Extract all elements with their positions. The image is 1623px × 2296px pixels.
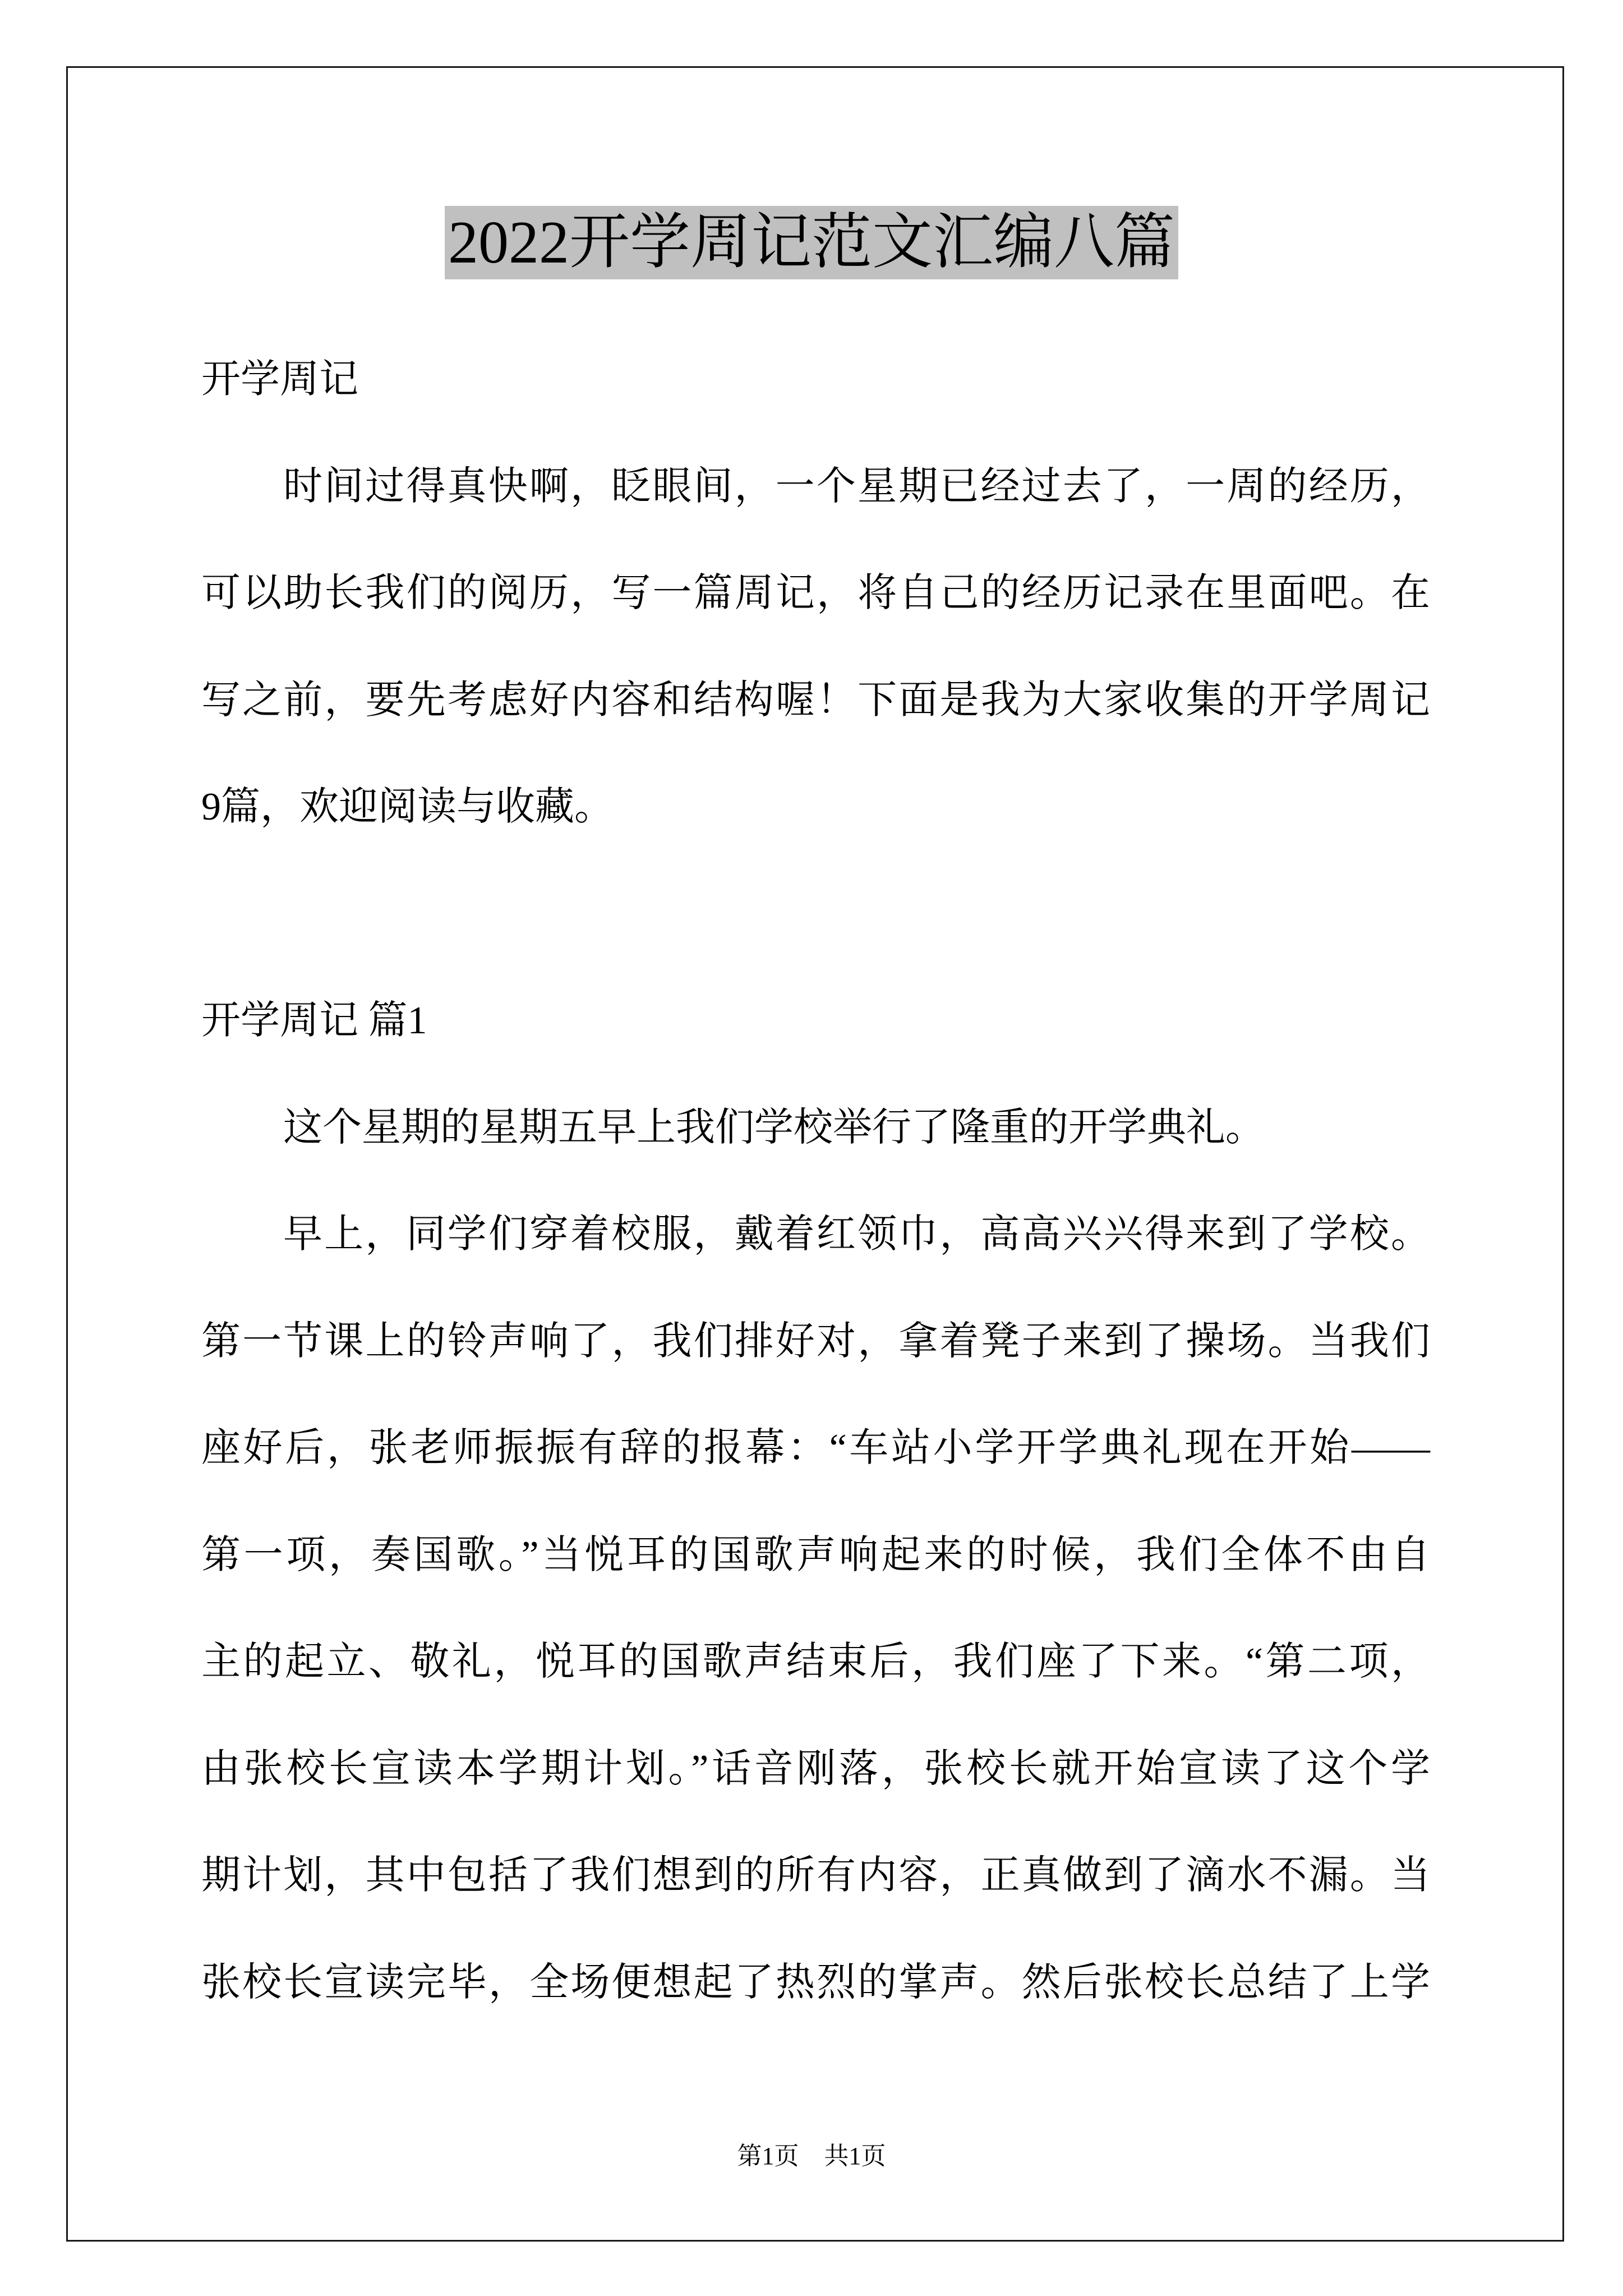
paragraph-line: 写之前，要先考虑好内容和结构喔！下面是我为大家收集的开学周记 (201, 678, 1430, 722)
paragraph (201, 434, 1430, 861)
document-title: 2022开学周记范文汇编八篇 (445, 206, 1178, 279)
paragraph-line: 张校长宣读完毕，全场便想起了热烈的掌声。然后张校长总结了上学 (201, 1961, 1430, 2004)
paragraph-line: 9篇，欢迎阅读与收藏。 (201, 785, 614, 829)
paragraph-line: 座好后，张老师振振有辞的报幕：“车站小学开学典礼现在开始—— (201, 1427, 1430, 1470)
paragraph-line: 主的起立、敬礼，悦耳的国歌声结束后，我们座了下来。“第二项， (201, 1640, 1430, 1683)
paragraph-line: 期计划，其中包括了我们想到的所有内容，正真做到了滴水不漏。当 (201, 1854, 1430, 1897)
paragraph-line: 早上，同学们穿着校服，戴着红领巾，高高兴兴得来到了学校。 (283, 1213, 1430, 1256)
paragraph (201, 1075, 1430, 1182)
paragraph-line: 第一项，奏国歌。”当悦耳的国歌声响起来的时候，我们全体不由自 (201, 1533, 1430, 1577)
paragraph-line: 由张校长宣读本学期计划。”话音刚落，张校长就开始宣读了这个学 (201, 1747, 1430, 1791)
paragraph-line: 可以助长我们的阅历，写一篇周记，将自己的经历记录在里面吧。在 (201, 572, 1430, 615)
section-heading: 开学周记 篇1 (201, 999, 427, 1042)
paragraph-line: 时间过得真快啊，眨眼间，一个星期已经过去了，一周的经历， (283, 464, 1430, 508)
section-heading: 开学周记 (201, 358, 358, 401)
paragraph (201, 1181, 1430, 2036)
paragraph-line: 这个星期的星期五早上我们学校举行了隆重的开学典礼。 (283, 1106, 1265, 1149)
paragraph-line: 第一节课上的铃声响了，我们排好对，拿着凳子来到了操场。当我们 (201, 1319, 1430, 1363)
document-body (201, 326, 1430, 2036)
page-footer: 第1页 共1页 (737, 2142, 886, 2170)
title-row (0, 206, 1623, 279)
